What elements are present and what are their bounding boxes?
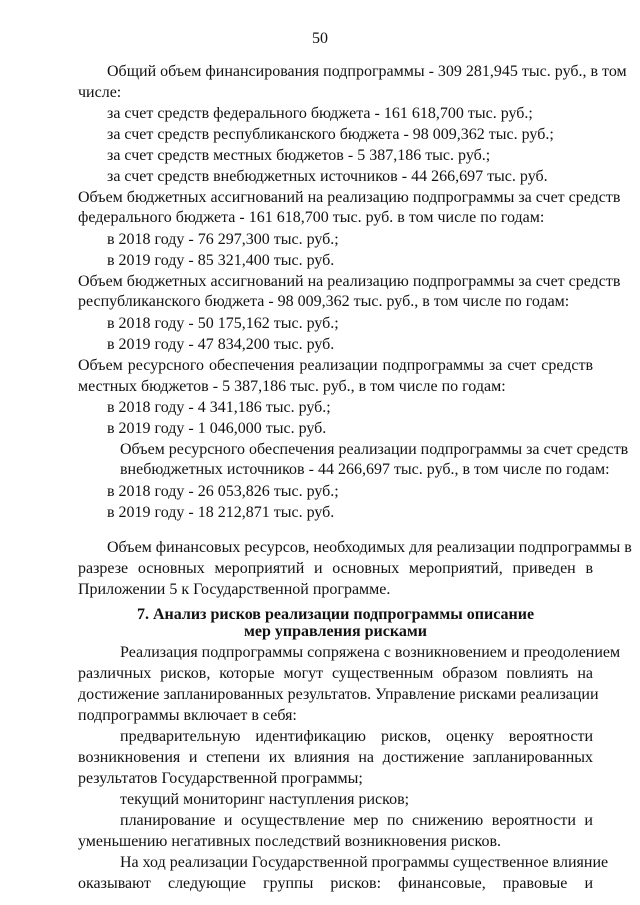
text-line: за счет средств федерального бюджета - 161 618,700 тыс. руб.;: [107, 105, 533, 122]
text-line: планирование и осуществление мер по снижению вероятности и: [120, 812, 593, 829]
text-line: Объем ресурсного обеспечения реализации подпрограммы за счет средств: [120, 441, 629, 458]
text-line: Объем ресурсного обеспечения реализации подпрограммы за счет средств: [78, 357, 593, 374]
text-line: Объем бюджетных ассигнований на реализацию подпрограммы за счет средств: [78, 273, 621, 290]
text-line: местных бюджетов - 5 387,186 тыс. руб., в том числе по годам:: [78, 378, 506, 395]
text-line: в 2018 году - 76 297,300 тыс. руб.;: [107, 231, 339, 248]
text-line: оказывают следующие группы рисков: финансовые, правовые и: [78, 875, 593, 892]
text-line: в 2019 году - 47 834,200 тыс. руб.: [107, 336, 335, 353]
text-line: республиканского бюджета - 98 009,362 тыс. руб., в том числе по годам:: [78, 293, 570, 310]
text-line: в 2018 году - 4 341,186 тыс. руб.;: [107, 399, 331, 416]
text-line: в 2019 году - 18 212,871 тыс. руб.: [107, 504, 335, 521]
text-line: за счет средств республиканского бюджета - 98 009,362 тыс. руб.;: [107, 126, 554, 143]
text-line: в 2019 году - 85 321,400 тыс. руб.: [107, 252, 335, 269]
text-line: числе:: [78, 84, 122, 101]
page-number: 50: [312, 30, 328, 47]
text-line: достижение запланированных результатов. Управление рисками реализации: [78, 686, 599, 703]
text-line: Объем финансовых ресурсов, необходимых для реализации подпрограммы в: [107, 539, 632, 556]
text-line: за счет средств местных бюджетов - 5 387,186 тыс. руб.;: [107, 147, 491, 164]
text-line: в 2018 году - 26 053,826 тыс. руб.;: [107, 483, 339, 500]
text-line: в 2018 году - 50 175,162 тыс. руб.;: [107, 315, 339, 332]
text-line: предварительную идентификацию рисков, оценку вероятности: [120, 728, 593, 745]
text-line: Реализация подпрограммы сопряжена с возникновением и преодолением: [120, 644, 621, 661]
text-line: подпрограммы включает в себя:: [78, 707, 297, 724]
text-line: Общий объем финансирования подпрограммы - 309 281,945 тыс. руб., в том: [107, 63, 627, 80]
text-line: текущий мониторинг наступления рисков;: [120, 791, 410, 808]
text-line: за счет средств внебюджетных источников - 44 266,697 тыс. руб.: [107, 168, 548, 185]
section-heading: 7. Анализ рисков реализации подпрограммы описание: [136, 606, 535, 623]
text-line: результатов Государственной программы;: [78, 770, 363, 787]
text-line: разрезе основных мероприятий и основных мероприятий, приведен в: [78, 560, 593, 577]
text-line: уменьшению негативных последствий возникновения рисков.: [78, 833, 502, 850]
text-line: федерального бюджета - 161 618,700 тыс. руб. в том числе по годам:: [78, 209, 545, 226]
text-line: внебюджетных источников - 44 266,697 тыс. руб., в том числе по годам:: [120, 461, 610, 478]
text-line: Объем бюджетных ассигнований на реализацию подпрограммы за счет средств: [78, 189, 621, 206]
text-line: возникновения и степени их влияния на достижение запланированных: [78, 749, 593, 766]
text-line: На ход реализации Государственной программы существенное влияние: [120, 854, 609, 871]
text-line: в 2019 году - 1 046,000 тыс. руб.: [107, 420, 327, 437]
section-heading: мер управления рисками: [244, 623, 427, 640]
text-line: Приложении 5 к Государственной программе.: [78, 581, 391, 598]
text-line: различных рисков, которые могут существенным образом повлиять на: [78, 665, 593, 682]
